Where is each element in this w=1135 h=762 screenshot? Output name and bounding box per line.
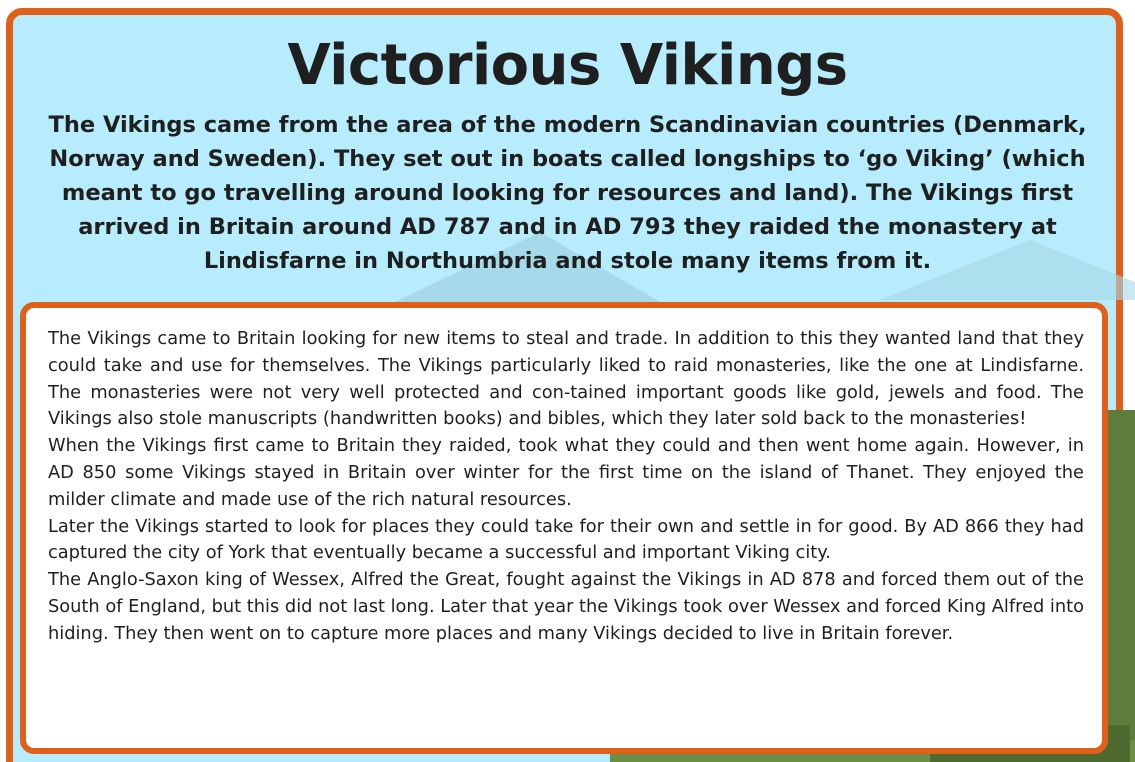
intro-text: The Vikings came from the area of the modern Scandinavian countries (Denmark, Norway and Sweden). They set out in boats called longships to ‘go Viking’ (which meant to go travelling around looking for resources and land). The Vikings first arrived in Britain around AD 787 and in AD 793 they raided the monastery at Lindisfarne in Northumbria and stole many items from it. (48, 112, 1087, 274)
paragraph: The Anglo-Saxon king of Wessex, Alfred the Great, fought against the Vikings in AD 878 and forced them out of the South of England, but this did not last long. Later that year the Vikings took over Wessex and forced King Alfred into hiding. They then went on to capture more places and many Vikings decided to live in Britain forever. (48, 569, 1084, 644)
paragraph: Later the Vikings started to look for places they could take for their own and settle in for good. By AD 866 they had captured the city of York that eventually became a successful and important Viking city. (48, 515, 1084, 564)
body-text (48, 326, 1084, 648)
paragraph: The Vikings came to Britain looking for new items to steal and trade. In addition to this they wanted land that they could take and use for themselves. The Vikings particularly liked to raid monasteries, like the one at Lindisfarne. The monasteries were not very well protected and con-tained important goods like gold, jewels and food. The Vikings also stole manuscripts (handwritten books) and bibles, which they later sold back to the monasteries! (48, 328, 1084, 430)
page-title: Victorious Vikings (287, 33, 848, 98)
content-panel (20, 302, 1108, 754)
paragraph: When the Vikings first came to Britain they raided, took what they could and then went home again. However, in AD 850 some Vikings stayed in Britain over winter for the first time on the island of Thanet. They enjoyed the milder climate and made use of the rich natural resources. (48, 435, 1084, 510)
